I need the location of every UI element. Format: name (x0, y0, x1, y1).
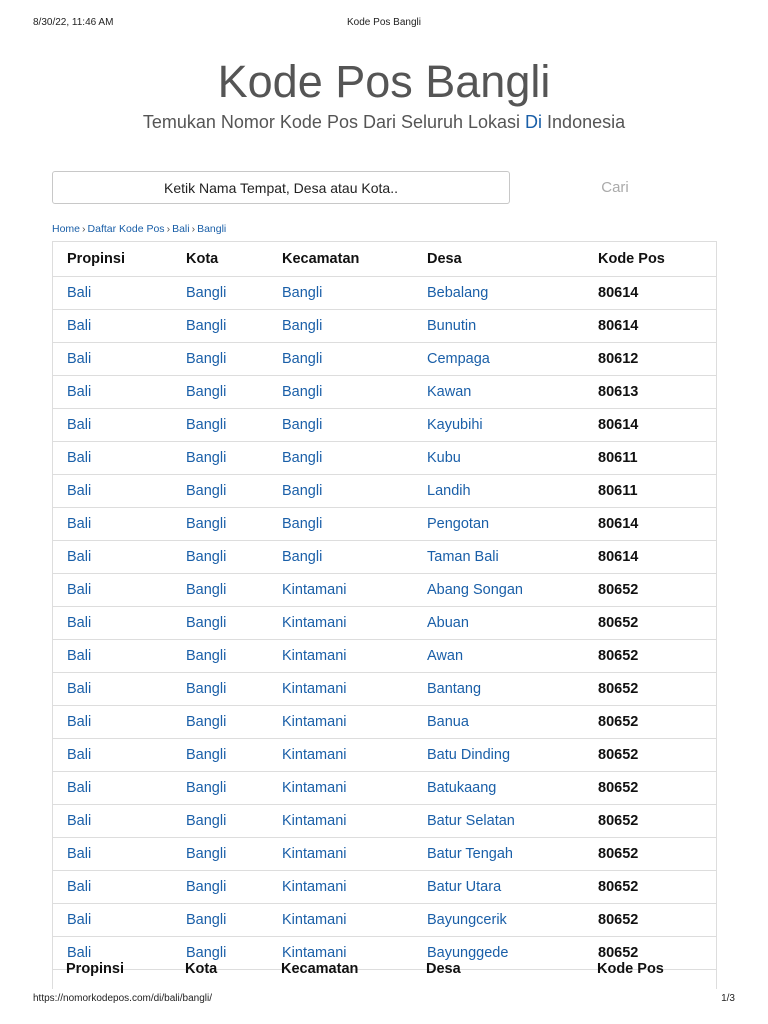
cell-kecamatan[interactable]: Bangli (268, 276, 413, 309)
print-datetime: 8/30/22, 11:46 AM (33, 17, 114, 28)
table-row (53, 639, 716, 672)
cell-kecamatan[interactable]: Kintamani (268, 837, 413, 870)
cell-kode-pos: 80611 (584, 474, 716, 507)
cell-kode-pos: 80614 (584, 540, 716, 573)
header-kode-pos: Kode Pos (584, 242, 716, 276)
cell-kota[interactable]: Bangli (172, 771, 268, 804)
cell-propinsi[interactable]: Bali (53, 507, 172, 540)
breadcrumb-bangli[interactable]: Bangli (197, 223, 227, 235)
breadcrumb-home[interactable]: Home (52, 223, 81, 235)
header-propinsi: Propinsi (53, 242, 172, 276)
cell-kecamatan[interactable]: Kintamani (268, 870, 413, 903)
cell-kecamatan[interactable]: Bangli (268, 342, 413, 375)
subtitle-text: Temukan Nomor Kode Pos Dari Seluruh Lokasi (142, 112, 526, 132)
cell-desa[interactable]: Bayungcerik (413, 903, 584, 936)
cell-propinsi[interactable]: Bali (53, 903, 172, 936)
cell-propinsi[interactable]: Bali (53, 837, 172, 870)
cell-kecamatan[interactable]: Kintamani (268, 804, 413, 837)
cell-kota[interactable]: Bangli (172, 903, 268, 936)
cell-desa[interactable]: Batur Tengah (413, 837, 584, 870)
table-header-row (53, 242, 716, 276)
cell-desa[interactable]: Taman Bali (413, 540, 584, 573)
cell-kota[interactable]: Bangli (172, 936, 268, 969)
search-button[interactable]: Cari (560, 171, 670, 204)
cell-kota[interactable]: Bangli (172, 870, 268, 903)
sticky-header-kecamatan: Kecamatan (281, 961, 359, 977)
cell-desa[interactable]: Batukaang (413, 771, 584, 804)
cell-desa[interactable]: Abuan (413, 606, 584, 639)
sticky-header-desa: Desa (426, 961, 461, 977)
print-header (0, 17, 768, 31)
search-input[interactable] (52, 171, 510, 204)
breadcrumb-separator: › (166, 223, 171, 235)
subtitle-text-end: Indonesia (542, 112, 626, 132)
cell-desa[interactable]: Kawan (413, 375, 584, 408)
cell-kode-pos: 80652 (584, 771, 716, 804)
cell-propinsi[interactable]: Bali (53, 804, 172, 837)
table-row (53, 936, 716, 969)
cell-kode-pos: 80652 (584, 606, 716, 639)
table-row (53, 540, 716, 573)
subtitle-accent: Di (525, 112, 543, 132)
cell-kecamatan[interactable]: Kintamani (268, 573, 413, 606)
cell-kode-pos: 80652 (584, 705, 716, 738)
cell-kota[interactable]: Bangli (172, 639, 268, 672)
cell-propinsi[interactable]: Bali (53, 672, 172, 705)
cell-kota[interactable]: Bangli (172, 375, 268, 408)
cell-kode-pos: 80652 (584, 639, 716, 672)
cell-desa[interactable]: Kayubihi (413, 408, 584, 441)
cell-desa[interactable]: Batur Utara (413, 870, 584, 903)
page-subtitle (0, 111, 768, 133)
cell-kota[interactable]: Bangli (172, 507, 268, 540)
cell-kode-pos: 80652 (584, 573, 716, 606)
cell-kota[interactable]: Bangli (172, 276, 268, 309)
cell-kota[interactable]: Bangli (172, 672, 268, 705)
cell-kode-pos: 80652 (584, 738, 716, 771)
cell-propinsi[interactable]: Bali (53, 342, 172, 375)
cell-propinsi[interactable]: Bali (53, 474, 172, 507)
cell-desa[interactable]: Pengotan (413, 507, 584, 540)
cell-kode-pos: 80614 (584, 507, 716, 540)
sticky-header-kota: Kota (185, 961, 218, 977)
cell-propinsi[interactable]: Bali (53, 738, 172, 771)
cell-kode-pos: 80652 (584, 870, 716, 903)
cell-kode-pos: 80613 (584, 375, 716, 408)
cell-propinsi[interactable]: Bali (53, 936, 172, 969)
cell-propinsi[interactable]: Bali (53, 441, 172, 474)
postal-code-table (53, 242, 716, 970)
cell-kota[interactable]: Bangli (172, 441, 268, 474)
cell-kecamatan[interactable]: Bangli (268, 375, 413, 408)
table-row (53, 408, 716, 441)
cell-kecamatan[interactable]: Bangli (268, 309, 413, 342)
print-page-number: 1/3 (721, 993, 735, 1004)
sticky-header-propinsi: Propinsi (66, 961, 125, 977)
cell-kota[interactable]: Bangli (172, 837, 268, 870)
cell-kode-pos: 80652 (584, 903, 716, 936)
cell-kode-pos: 80614 (584, 408, 716, 441)
table-row (53, 705, 716, 738)
cell-kecamatan[interactable]: Kintamani (268, 936, 413, 969)
cell-kode-pos: 80652 (584, 672, 716, 705)
cell-propinsi[interactable]: Bali (53, 276, 172, 309)
cell-kota[interactable]: Bangli (172, 705, 268, 738)
table-row (53, 672, 716, 705)
cell-desa[interactable]: Abang Songan (413, 573, 584, 606)
cell-kota[interactable]: Bangli (172, 738, 268, 771)
cell-propinsi[interactable]: Bali (53, 639, 172, 672)
cell-desa[interactable]: Bunutin (413, 309, 584, 342)
breadcrumb-bali[interactable]: Bali (172, 223, 190, 235)
cell-kode-pos: 80612 (584, 342, 716, 375)
table-row (53, 771, 716, 804)
cell-desa[interactable]: Bebalang (413, 276, 584, 309)
cell-desa[interactable]: Landih (413, 474, 584, 507)
cell-propinsi[interactable]: Bali (53, 540, 172, 573)
table-row (53, 606, 716, 639)
cell-propinsi[interactable]: Bali (53, 705, 172, 738)
cell-kode-pos: 80652 (584, 804, 716, 837)
breadcrumb-daftar-kode-pos[interactable]: Daftar Kode Pos (87, 223, 165, 235)
breadcrumb (52, 223, 226, 235)
cell-kota[interactable]: Bangli (172, 540, 268, 573)
cell-kecamatan[interactable]: Kintamani (268, 705, 413, 738)
cell-kota[interactable]: Bangli (172, 573, 268, 606)
table-row (53, 342, 716, 375)
cell-desa[interactable]: Bantang (413, 672, 584, 705)
cell-kode-pos: 80614 (584, 309, 716, 342)
cell-kecamatan[interactable]: Bangli (268, 408, 413, 441)
postal-code-table-container (52, 241, 717, 989)
print-footer (0, 993, 768, 1007)
table-row (53, 276, 716, 309)
breadcrumb-separator: › (82, 223, 86, 235)
cell-propinsi[interactable]: Bali (53, 375, 172, 408)
cell-propinsi[interactable]: Bali (53, 408, 172, 441)
cell-desa[interactable]: Awan (413, 639, 584, 672)
cell-kecamatan[interactable]: Bangli (268, 474, 413, 507)
cell-kecamatan[interactable]: Kintamani (268, 771, 413, 804)
breadcrumb-separator: › (191, 223, 196, 235)
cell-kota[interactable]: Bangli (172, 408, 268, 441)
cell-propinsi[interactable]: Bali (53, 771, 172, 804)
cell-kecamatan[interactable]: Bangli (268, 441, 413, 474)
cell-kecamatan[interactable]: Kintamani (268, 639, 413, 672)
cell-desa[interactable]: Bayunggede (413, 936, 584, 969)
cell-desa[interactable]: Batur Selatan (413, 804, 584, 837)
cell-kecamatan[interactable]: Kintamani (268, 606, 413, 639)
table-row (53, 870, 716, 903)
table-row (53, 837, 716, 870)
cell-kode-pos: 80652 (584, 936, 716, 969)
cell-kecamatan[interactable]: Bangli (268, 507, 413, 540)
table-row (53, 903, 716, 936)
cell-kota[interactable]: Bangli (172, 804, 268, 837)
table-row (53, 309, 716, 342)
print-doc-title: Kode Pos Bangli (347, 17, 421, 28)
cell-propinsi[interactable]: Bali (53, 606, 172, 639)
cell-kecamatan[interactable]: Kintamani (268, 738, 413, 771)
header-kecamatan: Kecamatan (268, 242, 413, 276)
header-desa: Desa (413, 242, 584, 276)
cell-kode-pos: 80614 (584, 276, 716, 309)
cell-desa[interactable]: Banua (413, 705, 584, 738)
table-row (53, 738, 716, 771)
table-row (53, 804, 716, 837)
cell-kecamatan[interactable]: Bangli (268, 540, 413, 573)
header-kota: Kota (172, 242, 268, 276)
table-row (53, 375, 716, 408)
cell-kecamatan[interactable]: Kintamani (268, 672, 413, 705)
page-title: Kode Pos Bangli (217, 56, 551, 107)
table-row (53, 573, 716, 606)
cell-kota[interactable]: Bangli (172, 606, 268, 639)
cell-kode-pos: 80611 (584, 441, 716, 474)
cell-desa[interactable]: Kubu (413, 441, 584, 474)
cell-propinsi[interactable]: Bali (53, 870, 172, 903)
cell-kode-pos: 80652 (584, 837, 716, 870)
cell-kota[interactable]: Bangli (172, 342, 268, 375)
cell-kota[interactable]: Bangli (172, 309, 268, 342)
cell-desa[interactable]: Cempaga (413, 342, 584, 375)
table-row (53, 474, 716, 507)
cell-propinsi[interactable]: Bali (53, 309, 172, 342)
cell-kecamatan[interactable]: Kintamani (268, 903, 413, 936)
cell-desa[interactable]: Batu Dinding (413, 738, 584, 771)
cell-propinsi[interactable]: Bali (53, 573, 172, 606)
table-body (53, 276, 716, 969)
table-row (53, 441, 716, 474)
print-url: https://nomorkodepos.com/di/bali/bangli/ (33, 993, 212, 1004)
sticky-header-kode-pos: Kode Pos (597, 961, 664, 977)
cell-kota[interactable]: Bangli (172, 474, 268, 507)
table-row (53, 507, 716, 540)
